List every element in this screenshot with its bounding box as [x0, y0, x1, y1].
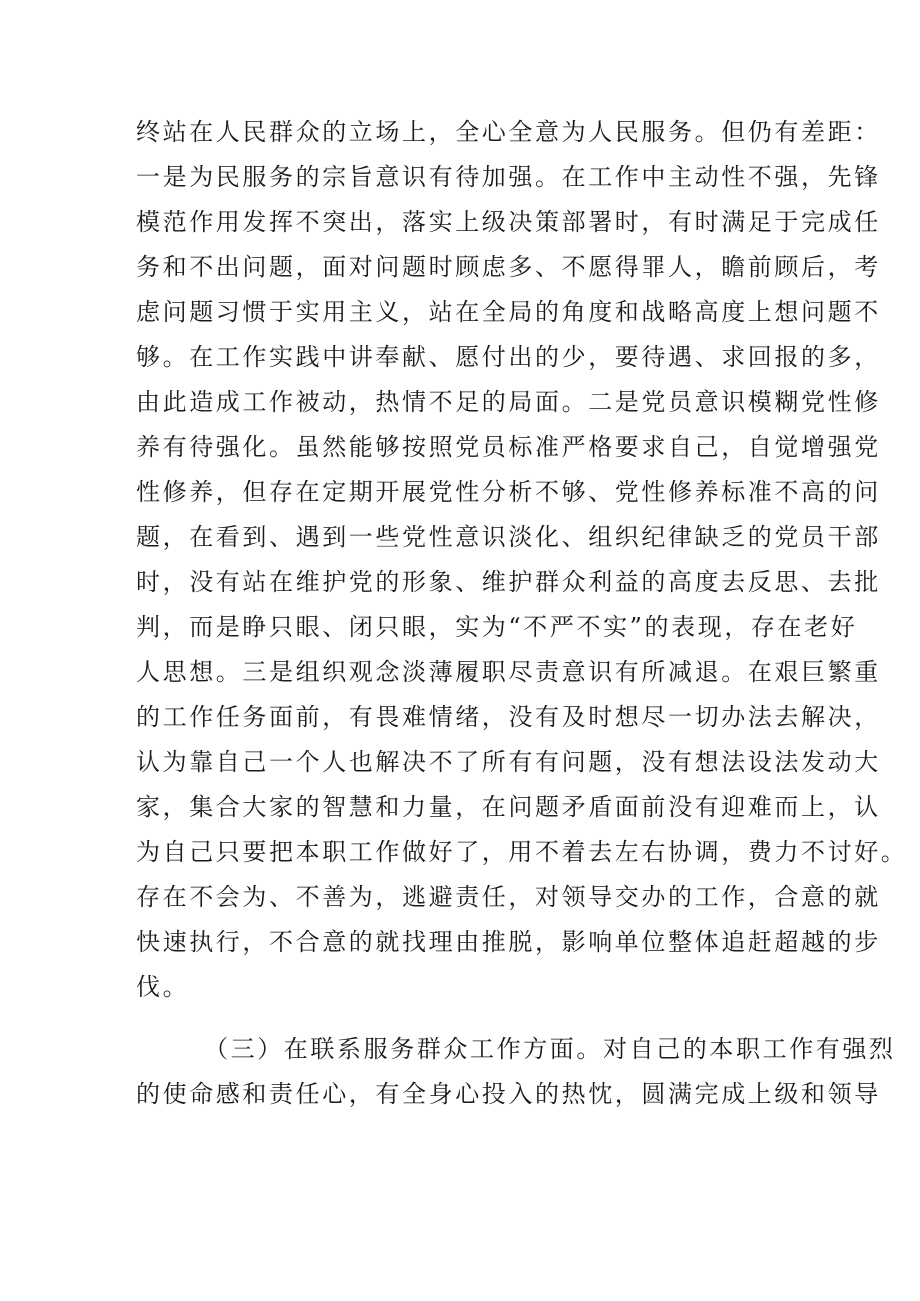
- text-line: 伐。: [136, 973, 190, 1001]
- text-line: 时，没有站在维护党的形象、维护群众利益的高度去反思、去批: [136, 568, 881, 596]
- text-line: 为自己只要把本职工作做好了，用不着去左右协调，费力不讨好。: [136, 838, 908, 866]
- section-heading-line: （三）在联系服务群众工作方面。对自己的本职工作有强烈: [204, 1035, 896, 1063]
- text-line: 够。在工作实践中讲奉献、愿付出的少，要待遇、求回报的多，: [136, 343, 881, 371]
- text-line: 一是为民服务的宗旨意识有待加强。在工作中主动性不强，先锋: [136, 163, 881, 191]
- text-line: 性修养，但存在定期开展党性分析不够、党性修养标准不高的问: [136, 478, 881, 506]
- text-line: 务和不出问题，面对问题时顾虑多、不愿得罪人，瞻前顾后，考: [136, 253, 881, 281]
- body-text: [136, 110, 908, 1117]
- text-line: 的工作任务面前，有畏难情绪，没有及时想尽一切办法去解决，: [136, 703, 881, 731]
- text-line: 由此造成工作被动，热情不足的局面。二是党员意识模糊党性修: [136, 388, 881, 416]
- text-line: 题，在看到、遇到一些党性意识淡化、组织纪律缺乏的党员干部: [136, 523, 881, 551]
- text-line: 人思想。三是组织观念淡薄履职尽责意识有所减退。在艰巨繁重: [136, 658, 881, 686]
- text-line: 存在不会为、不善为，逃避责任，对领导交办的工作，合意的就: [136, 883, 881, 911]
- text-line: 模范作用发挥不突出，落实上级决策部署时，有时满足于完成任: [136, 208, 881, 236]
- text-line: 判，而是睁只眼、闭只眼，实为“不严不实”的表现，存在老好: [136, 613, 858, 641]
- text-line: 快速执行，不合意的就找理由推脱，影响单位整体追赶超越的步: [136, 928, 881, 956]
- text-line: 认为靠自己一个人也解决不了所有有问题，没有想法设法发动大: [136, 748, 881, 776]
- text-line: 养有待强化。虽然能够按照党员标准严格要求自己，自觉增强党: [136, 433, 881, 461]
- text-line: 虑问题习惯于实用主义，站在全局的角度和战略高度上想问题不: [136, 298, 881, 326]
- text-line: 家，集合大家的智慧和力量，在问题矛盾面前没有迎难而上，认: [136, 793, 881, 821]
- text-line: 终站在人民群众的立场上，全心全意为人民服务。但仍有差距：: [136, 118, 881, 146]
- paragraph-gap: [136, 1010, 796, 1027]
- text-line: 的使命感和责任心，有全身心投入的热忱，圆满完成上级和领导: [136, 1080, 881, 1108]
